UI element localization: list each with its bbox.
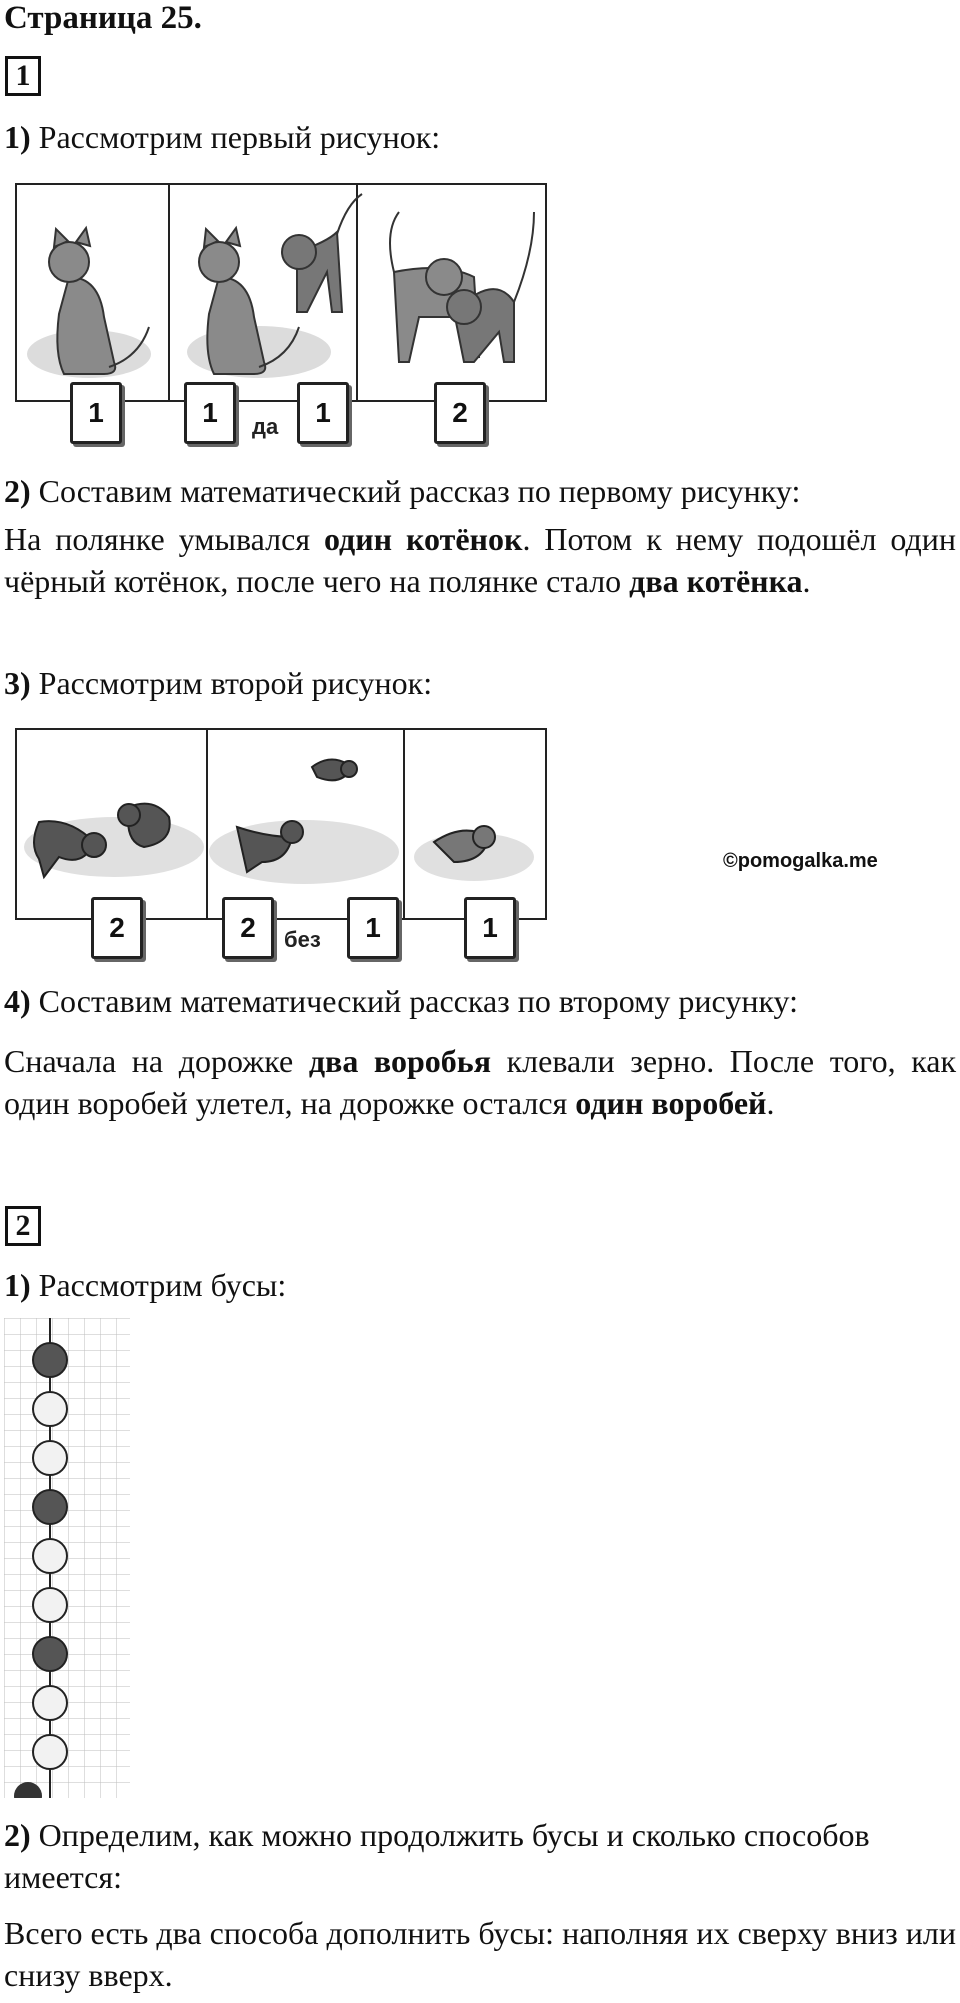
story-text: Сначала на дорожке	[4, 1043, 309, 1079]
beads-picture	[4, 1318, 130, 1798]
task-1-number-box: 1	[5, 56, 41, 96]
story-text: . Потом к нему подошёл один чёрный котёнок, после чего на полянке стало	[4, 521, 957, 599]
dark-bead	[33, 1490, 67, 1524]
story-bold: два воробья	[308, 1043, 492, 1079]
story-text: клевали зерно. После того, как один воробей улетел, на дорожке остался	[4, 1043, 956, 1121]
light-bead	[33, 1735, 67, 1769]
task-2-answer: Всего есть два способа дополнить бусы: наполняя их сверху вниз или снизу вверх.	[4, 1915, 956, 1993]
story-bold: один воробей	[575, 1085, 767, 1121]
step-number: 1)	[4, 119, 31, 155]
number-card: 1	[70, 382, 122, 444]
story-bold: один котёнок	[323, 521, 523, 557]
step-text: Составим математический рассказ по второму рисунку:	[30, 983, 799, 1019]
step-text: Рассмотрим бусы:	[30, 1267, 287, 1303]
step-number: 2)	[4, 1817, 31, 1853]
task-1-step-4	[4, 980, 798, 1022]
operation-word: да	[252, 414, 279, 439]
operation-word: без	[284, 927, 321, 952]
step-text: Составим математический рассказ по первому рисунку:	[30, 473, 801, 509]
light-bead	[33, 1392, 67, 1426]
beads-illustration	[4, 1318, 130, 1798]
step-number: 1)	[4, 1267, 31, 1303]
task-2-step-2	[4, 1814, 956, 1898]
story-text: .	[802, 563, 811, 599]
task-1-step-3	[4, 662, 432, 704]
number-card: 1	[297, 382, 349, 444]
step-number: 3)	[4, 665, 31, 701]
number-card: 2	[434, 382, 486, 444]
task-2-step-1	[4, 1264, 286, 1306]
sparrows-picture	[14, 727, 559, 957]
step-text: Определим, как можно продолжить бусы и сколько способов имеется:	[4, 1817, 870, 1895]
page-title: Страница 25.	[4, 0, 202, 36]
cats-picture	[14, 182, 559, 447]
task-1-step-1	[4, 116, 440, 158]
dark-bead	[33, 1343, 67, 1377]
story-text: На полянке умывался	[4, 521, 324, 557]
story-2	[4, 1040, 956, 1124]
light-bead	[33, 1539, 67, 1573]
number-card: 1	[184, 382, 236, 444]
step-text: Рассмотрим второй рисунок:	[30, 665, 433, 701]
watermark: ©pomogalka.me	[723, 850, 878, 872]
dark-bead	[33, 1637, 67, 1671]
number-card: 2	[91, 897, 143, 959]
step-number: 2)	[4, 473, 31, 509]
story-1	[4, 518, 956, 602]
step-text: Рассмотрим первый рисунок:	[30, 119, 441, 155]
number-card: 1	[347, 897, 399, 959]
number-card: 2	[222, 897, 274, 959]
story-text: .	[766, 1085, 775, 1121]
number-card: 1	[464, 897, 516, 959]
task-2-number-box: 2	[5, 1206, 41, 1246]
task-1-step-2	[4, 470, 800, 512]
story-bold: два котёнка	[629, 563, 803, 599]
step-number: 4)	[4, 983, 31, 1019]
light-bead	[33, 1441, 67, 1475]
light-bead	[33, 1686, 67, 1720]
light-bead	[33, 1588, 67, 1622]
